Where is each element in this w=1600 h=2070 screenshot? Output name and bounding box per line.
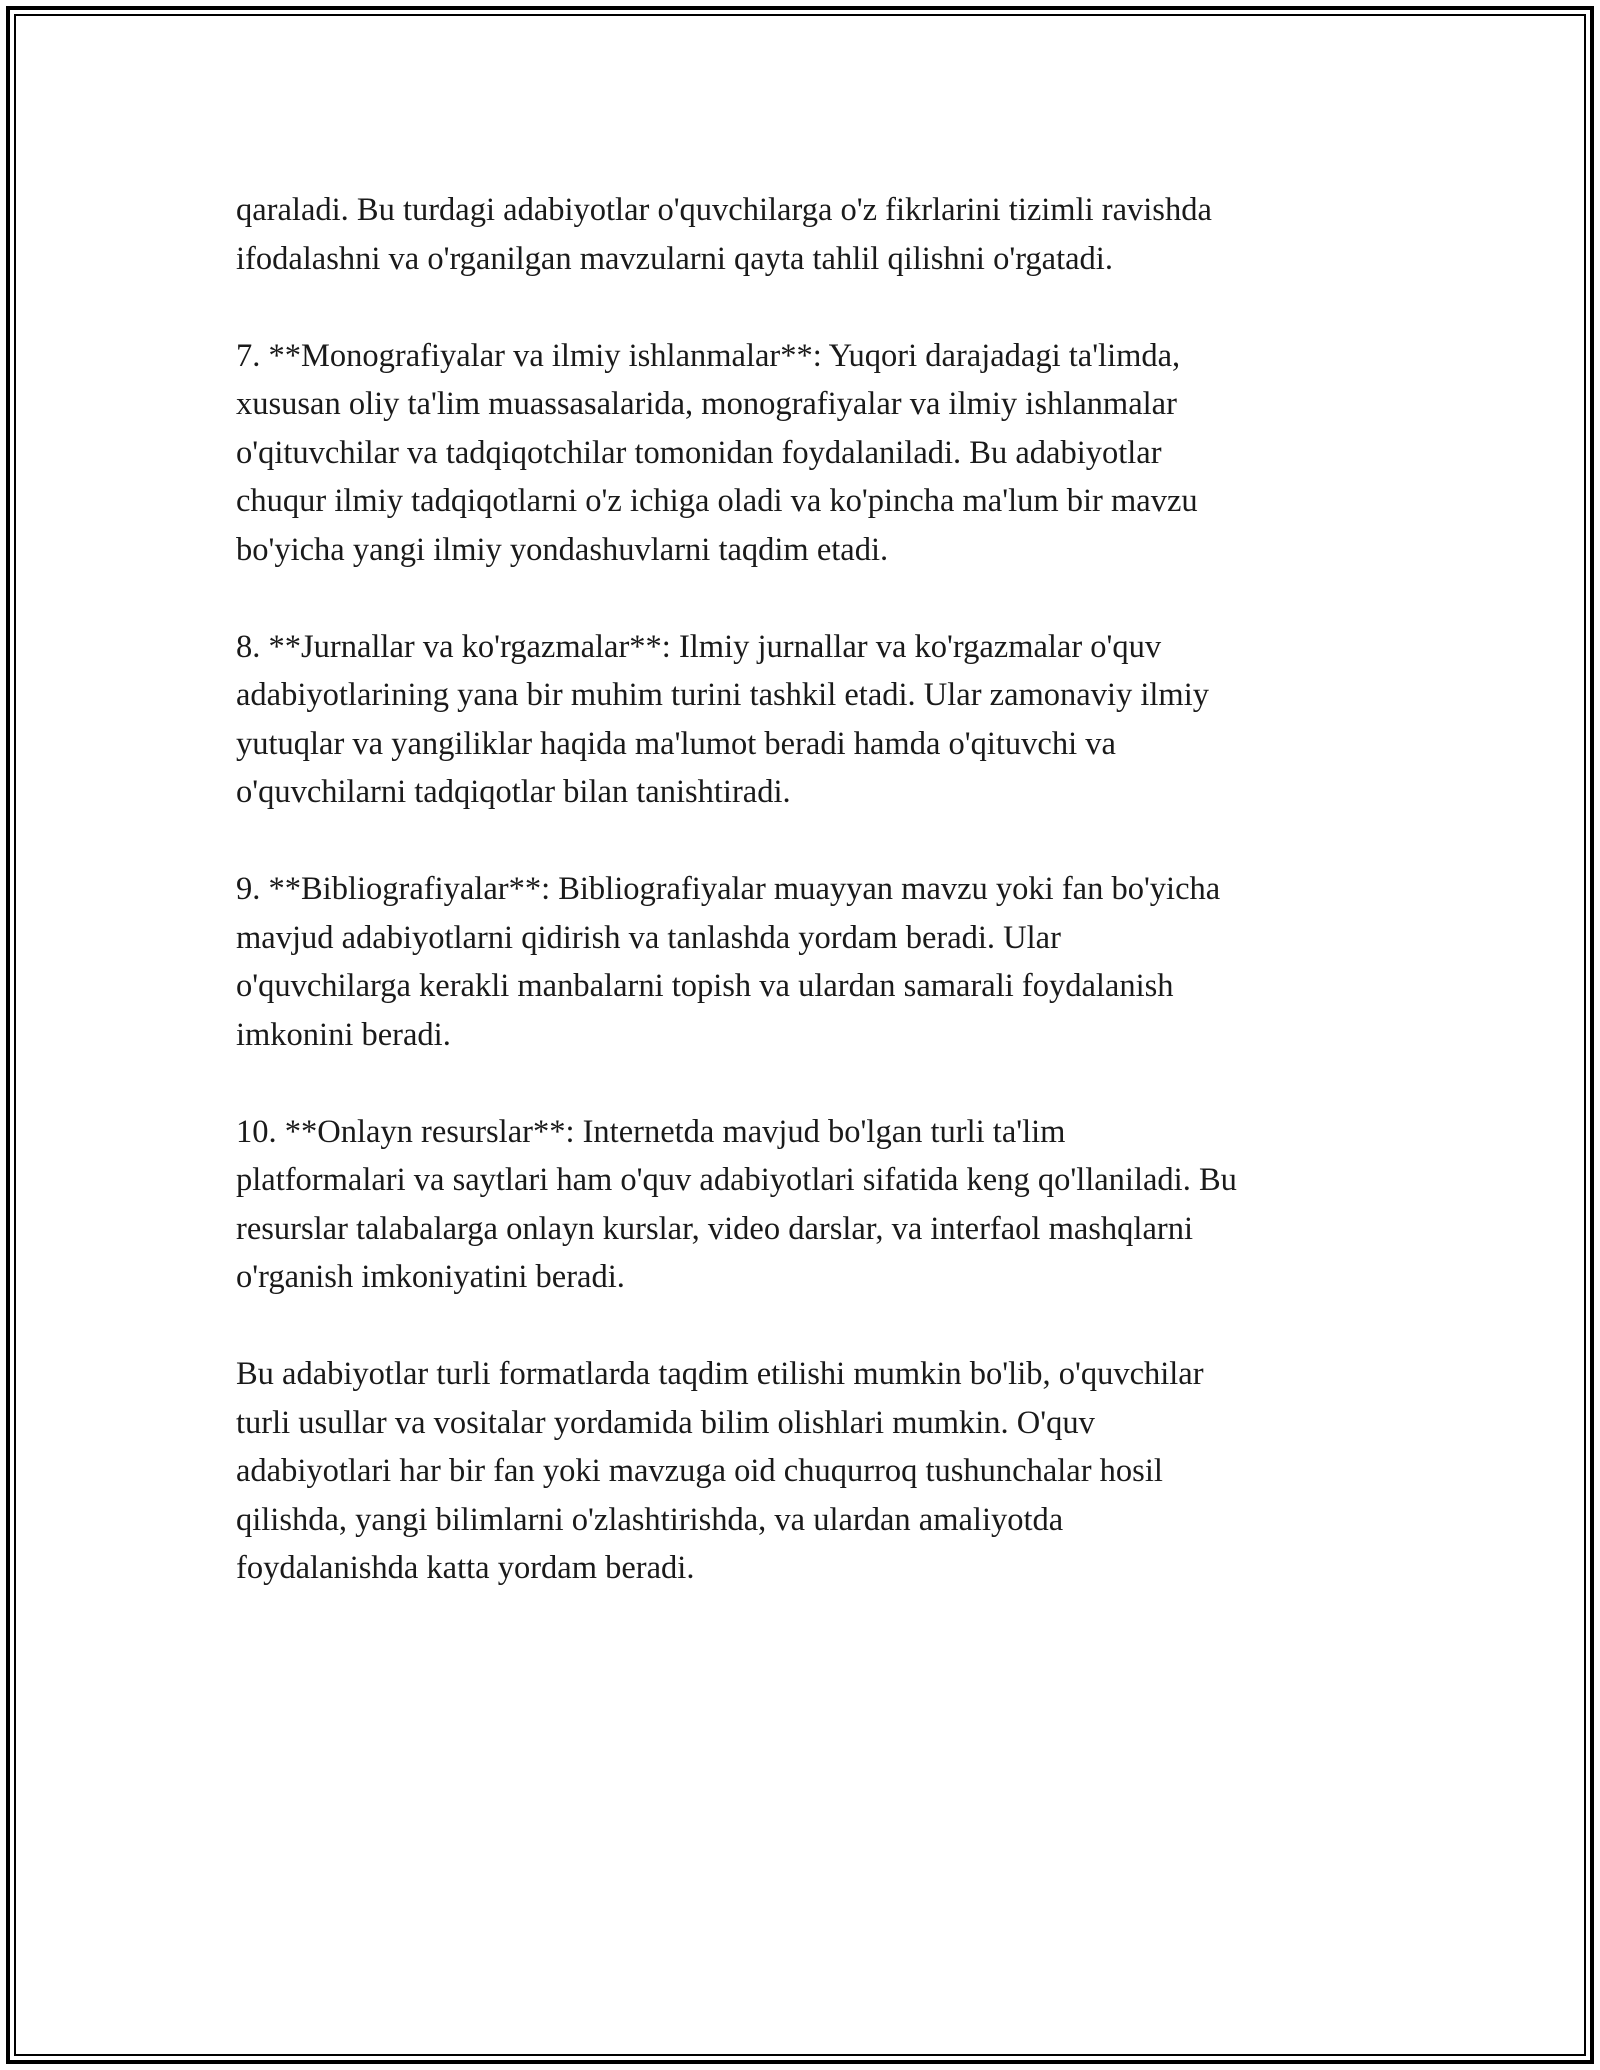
text-line: mavjud adabiyotlarni qidirish va tanlashda yordam beradi. Ular	[236, 919, 1061, 956]
text-line: 7. **Monografiyalar va ilmiy ishlanmalar**: Yuqori darajadagi ta'limda,	[236, 337, 1181, 374]
text-line: xususan oliy ta'lim muassasalarida, monografiyalar va ilmiy ishlanmalar	[236, 386, 1177, 422]
text-line: yutuqlar va yangiliklar haqida ma'lumot beradi hamda o'qituvchi va	[236, 725, 1116, 762]
text-line: 10. **Onlayn resurslar**: Internetda mavjud bo'lgan turli ta'lim	[236, 1113, 1066, 1150]
text-line: adabiyotlarining yana bir muhim turini tashkil etadi. Ular zamonaviy ilmiy	[236, 677, 1209, 713]
text-line: Bu adabiyotlar turli formatlarda taqdim etilishi mumkin bo'lib, o'quvchilar	[236, 1356, 1204, 1392]
text-line: bo'yicha yangi ilmiy yondashuvlarni taqdim etadi.	[236, 531, 889, 568]
paragraph-continuation	[236, 186, 1376, 283]
text-line: qilishda, yangi bilimlarni o'zlashtirishda, va ulardan amaliyotda	[236, 1501, 1064, 1538]
text-line: turli usullar va vositalar yordamida bilim olishlari mumkin. O'quv	[236, 1404, 1095, 1441]
text-line: chuqur ilmiy tadqiqotlarni o'z ichiga oladi va ko'pincha ma'lum bir mavzu	[236, 483, 1198, 519]
document-body	[236, 186, 1376, 1593]
text-line: imkonini beradi.	[236, 1016, 451, 1053]
paragraph-item-7	[236, 332, 1376, 575]
text-line: o'rganish imkoniyatini beradi.	[236, 1259, 625, 1295]
paragraph-item-10	[236, 1108, 1376, 1302]
text-line: adabiyotlari har bir fan yoki mavzuga oid chuqurroq tushunchalar hosil	[236, 1453, 1163, 1489]
text-line: foydalanishda katta yordam beradi.	[236, 1550, 695, 1586]
text-line: ifodalashni va o'rganilgan mavzularni qayta tahlil qilishni o'rgatadi.	[236, 240, 1113, 277]
text-line: qaraladi. Bu turdagi adabiyotlar o'quvchilarga o'z fikrlarini tizimli ravishda	[236, 192, 1212, 228]
paragraph-item-9	[236, 865, 1376, 1059]
text-line: 8. **Jurnallar va ko'rgazmalar**: Ilmiy jurnallar va ko'rgazmalar o'quv	[236, 628, 1162, 665]
text-line: o'quvchilarni tadqiqotlar bilan tanishtiradi.	[236, 774, 791, 810]
paragraph-conclusion	[236, 1350, 1376, 1593]
text-line: o'quvchilarga kerakli manbalarni topish va ulardan samarali foydalanish	[236, 968, 1174, 1004]
text-line: resurslar talabalarga onlayn kurslar, video darslar, va interfaol mashqlarni	[236, 1210, 1193, 1247]
text-line: o'qituvchilar va tadqiqotchilar tomonidan foydalaniladi. Bu adabiyotlar	[236, 434, 1162, 471]
text-line: platformalari va saytlari ham o'quv adabiyotlari sifatida keng qo'llaniladi. Bu	[236, 1162, 1237, 1198]
paragraph-item-8	[236, 623, 1376, 817]
text-line: 9. **Bibliografiyalar**: Bibliografiyalar muayyan mavzu yoki fan bo'yicha	[236, 871, 1221, 907]
